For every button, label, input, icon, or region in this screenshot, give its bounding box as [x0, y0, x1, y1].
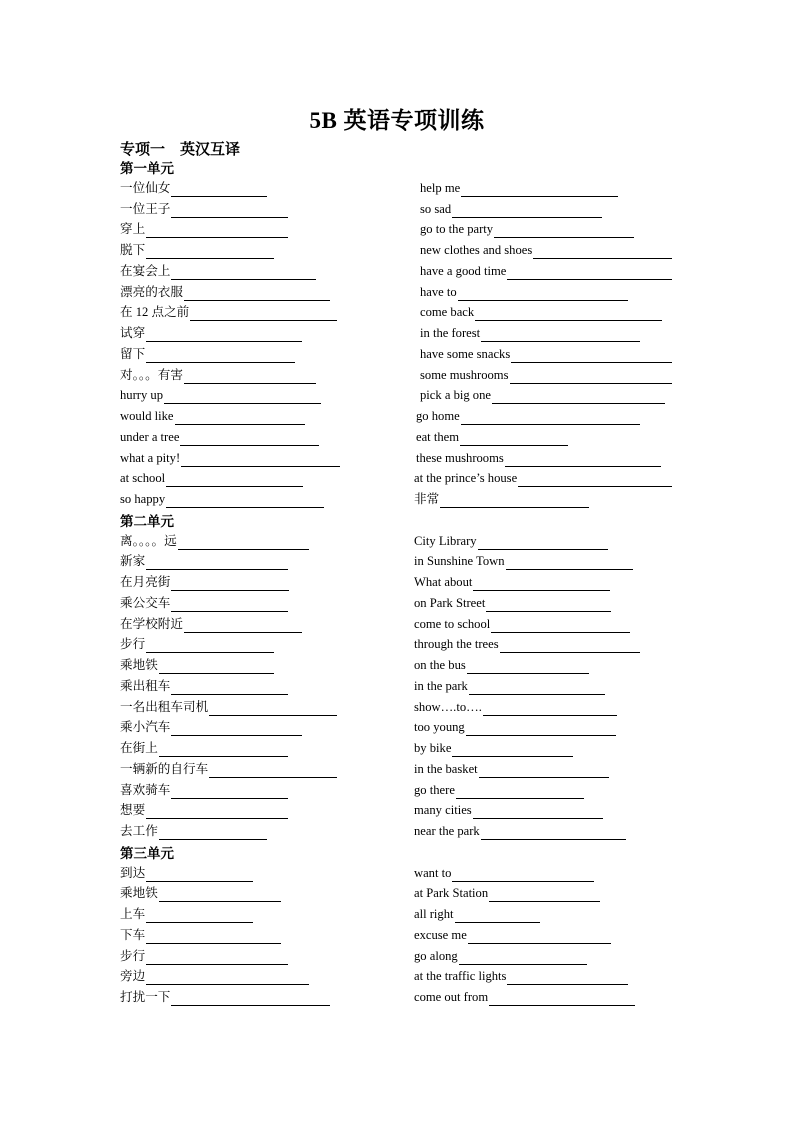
exercise-row	[120, 968, 680, 989]
exercise-row	[120, 802, 680, 823]
answer-blank[interactable]	[494, 222, 634, 238]
exercise-row	[120, 574, 680, 595]
prompt-text-right: pick a big one	[420, 388, 491, 403]
prompt-text-left: 对。。。有害	[120, 367, 183, 382]
answer-blank[interactable]	[460, 430, 568, 446]
prompt-text-right: new clothes and shoes	[420, 243, 533, 257]
answer-blank[interactable]	[500, 637, 640, 653]
right-item	[414, 678, 605, 695]
left-item	[120, 408, 305, 425]
left-item	[120, 284, 330, 301]
exercise-row	[120, 429, 680, 450]
right-item	[414, 802, 603, 819]
right-item	[414, 616, 630, 633]
answer-blank[interactable]	[181, 451, 340, 467]
right-item	[414, 761, 609, 778]
exercise-row	[120, 221, 680, 242]
prompt-text-left: 一名出租车司机	[120, 699, 209, 714]
answer-blank[interactable]	[190, 305, 337, 321]
answer-blank[interactable]	[184, 368, 316, 384]
prompt-text-left: 离。。。。远	[120, 533, 177, 548]
prompt-text-right: show….to….	[414, 699, 482, 714]
answer-blank[interactable]	[146, 803, 288, 819]
prompt-text-right: have a good time	[420, 263, 507, 278]
right-item	[414, 823, 626, 840]
prompt-text-right: have some snacks	[420, 346, 511, 361]
exercise-row	[120, 470, 680, 491]
prompt-text-right: come back	[420, 305, 475, 320]
prompt-text-left: so happy	[120, 492, 166, 506]
exercise-row	[120, 678, 680, 699]
prompt-text-left: 脱下	[120, 243, 146, 257]
exercise-row	[120, 553, 680, 574]
prompt-text-left: 在街上	[120, 741, 158, 755]
prompt-text-left: 喜欢骑车	[120, 782, 171, 797]
prompt-text-right: these mushrooms	[416, 450, 504, 465]
prompt-text-right: too young	[414, 720, 465, 735]
left-item	[120, 491, 324, 508]
answer-blank[interactable]	[533, 243, 672, 259]
prompt-text-right: on the bus	[414, 658, 466, 672]
right-item	[420, 180, 618, 197]
prompt-text-right: come to school	[414, 616, 491, 631]
left-item	[120, 574, 289, 591]
answer-blank[interactable]	[171, 596, 288, 612]
left-item	[120, 678, 288, 695]
answer-blank[interactable]	[146, 326, 302, 342]
prompt-text-right: come out from	[414, 990, 489, 1004]
right-item	[414, 865, 594, 882]
answer-blank[interactable]	[483, 700, 617, 716]
right-item	[414, 968, 628, 985]
answer-blank[interactable]	[452, 866, 594, 882]
prompt-text-right: many cities	[414, 803, 472, 818]
answer-blank[interactable]	[146, 969, 309, 985]
prompt-text-right: go along	[414, 948, 458, 963]
exercise-list	[120, 159, 680, 1010]
exercise-row	[120, 346, 680, 367]
left-item	[120, 719, 302, 736]
left-item	[120, 304, 337, 321]
right-item	[414, 906, 540, 923]
exercise-row	[120, 325, 680, 346]
exercise-row	[120, 616, 680, 637]
prompt-text-right: at Park Station	[414, 886, 489, 901]
left-item	[120, 325, 302, 342]
exercise-row	[120, 408, 680, 429]
left-item	[120, 470, 303, 487]
answer-blank[interactable]	[159, 658, 274, 674]
prompt-text-right: What about	[414, 575, 473, 589]
prompt-text-right: in the park	[414, 678, 468, 693]
prompt-text-right: through the trees	[414, 637, 499, 652]
answer-blank[interactable]	[146, 866, 253, 882]
answer-blank[interactable]	[459, 949, 587, 965]
exercise-row	[120, 948, 680, 969]
exercise-row	[120, 885, 680, 906]
answer-blank[interactable]	[507, 264, 672, 280]
answer-blank[interactable]	[159, 886, 281, 902]
answer-blank[interactable]	[178, 534, 309, 550]
section-heading: 专项一 英汉互译	[120, 142, 241, 158]
answer-blank[interactable]	[171, 720, 302, 736]
answer-blank[interactable]	[171, 679, 288, 695]
prompt-text-right: go there	[414, 782, 455, 797]
answer-blank[interactable]	[489, 990, 635, 1006]
prompt-text-left: 到达	[120, 865, 146, 880]
left-item	[120, 782, 288, 799]
prompt-text-right: in the forest	[420, 326, 481, 340]
exercise-row	[120, 284, 680, 305]
prompt-text-left: 留下	[120, 346, 146, 361]
prompt-text-left: 在宴会上	[120, 263, 171, 278]
exercise-row	[120, 740, 680, 761]
right-item	[414, 740, 573, 757]
right-item	[420, 304, 662, 321]
right-item	[420, 242, 672, 259]
right-item	[416, 408, 640, 425]
answer-blank[interactable]	[478, 534, 608, 550]
prompt-text-left: 漂亮的衣服	[120, 284, 183, 299]
prompt-text-right: eat them	[416, 429, 460, 444]
answer-blank[interactable]	[166, 471, 303, 487]
left-item	[120, 367, 316, 384]
prompt-text-left: 步行	[120, 948, 146, 963]
prompt-text-left: 试穿	[120, 326, 146, 340]
answer-blank[interactable]	[171, 202, 288, 218]
prompt-text-left: 一位仙女	[120, 180, 171, 195]
exercise-row	[120, 699, 680, 720]
answer-blank[interactable]	[146, 243, 274, 259]
left-item	[120, 553, 288, 570]
answer-blank[interactable]	[506, 554, 633, 570]
answer-blank[interactable]	[171, 575, 289, 591]
exercise-row	[120, 304, 680, 325]
right-item	[414, 553, 633, 570]
prompt-text-left: 步行	[120, 637, 146, 652]
right-item	[414, 533, 608, 550]
exercise-row	[120, 823, 680, 844]
right-item	[416, 429, 568, 446]
left-item	[120, 823, 267, 840]
exercise-row	[120, 657, 680, 678]
right-item	[414, 719, 616, 736]
right-item	[420, 387, 665, 404]
left-item	[120, 595, 288, 612]
answer-blank[interactable]	[518, 471, 672, 487]
prompt-text-left: 下车	[120, 927, 146, 942]
prompt-text-left: 去工作	[120, 824, 158, 838]
prompt-text-left: 在学校附近	[120, 616, 183, 631]
left-item	[120, 989, 330, 1006]
answer-blank[interactable]	[175, 409, 305, 425]
answer-blank[interactable]	[475, 305, 662, 321]
prompt-text-right: City Library	[414, 533, 477, 548]
answer-blank[interactable]	[510, 368, 672, 384]
answer-blank[interactable]	[146, 949, 288, 965]
left-item	[120, 616, 302, 633]
right-item	[420, 201, 602, 218]
answer-blank[interactable]	[184, 617, 302, 633]
prompt-text-left: 乘出租车	[120, 678, 171, 693]
answer-blank[interactable]	[456, 783, 584, 799]
answer-blank[interactable]	[505, 451, 661, 467]
unit-heading: 第二单元	[120, 513, 174, 529]
right-item	[414, 927, 611, 944]
exercise-row	[120, 450, 680, 471]
prompt-text-right: all right	[414, 907, 454, 921]
prompt-text-right: some mushrooms	[420, 367, 509, 382]
right-item	[414, 636, 640, 653]
left-item	[120, 740, 288, 757]
prompt-text-left: would like	[120, 409, 174, 423]
answer-blank[interactable]	[489, 886, 600, 902]
right-item	[414, 595, 611, 612]
exercise-row	[120, 367, 680, 388]
right-item	[416, 450, 661, 467]
prompt-text-left: 在 12 点之前	[120, 305, 190, 320]
exercise-row	[120, 719, 680, 740]
prompt-text-right: go home	[416, 409, 460, 423]
exercise-row	[120, 263, 680, 284]
left-item	[120, 968, 309, 985]
answer-blank[interactable]	[461, 181, 618, 197]
answer-blank[interactable]	[440, 492, 589, 508]
answer-blank[interactable]	[491, 617, 630, 633]
right-item	[420, 221, 634, 238]
left-item	[120, 450, 340, 467]
answer-blank[interactable]	[171, 783, 288, 799]
answer-blank[interactable]	[164, 388, 321, 404]
left-item	[120, 636, 274, 653]
prompt-text-right: have to	[420, 284, 457, 299]
answer-blank[interactable]	[458, 285, 628, 301]
answer-blank[interactable]	[479, 762, 609, 778]
answer-blank[interactable]	[492, 388, 665, 404]
page-title: 5B 英语专项训练	[309, 108, 485, 133]
answer-blank[interactable]	[473, 575, 610, 591]
prompt-text-left: 乘地铁	[120, 658, 158, 672]
exercise-row	[120, 387, 680, 408]
right-item	[414, 782, 584, 799]
left-item	[120, 657, 274, 674]
left-item	[120, 242, 274, 259]
right-item	[420, 367, 672, 384]
answer-blank[interactable]	[455, 907, 540, 923]
answer-blank[interactable]	[171, 264, 316, 280]
answer-blank[interactable]	[146, 637, 274, 653]
answer-blank[interactable]	[159, 824, 267, 840]
exercise-row	[120, 242, 680, 263]
left-item	[120, 180, 267, 197]
right-item	[414, 657, 589, 674]
answer-blank[interactable]	[452, 202, 602, 218]
prompt-text-right: excuse me	[414, 927, 467, 942]
exercise-row	[120, 595, 680, 616]
exercise-row	[120, 865, 680, 886]
left-item	[120, 761, 337, 778]
unit-heading: 第三单元	[120, 845, 174, 861]
exercise-row	[120, 989, 680, 1010]
right-item	[414, 885, 600, 902]
answer-blank[interactable]	[146, 928, 281, 944]
prompt-text-left: under a tree	[120, 429, 180, 444]
left-item	[120, 533, 309, 550]
left-item	[120, 263, 316, 280]
prompt-text-left: at school	[120, 471, 166, 486]
prompt-text-left: 想要	[120, 803, 146, 818]
answer-blank[interactable]	[452, 741, 573, 757]
unit-heading: 第一单元	[120, 161, 174, 176]
left-item	[120, 429, 319, 446]
answer-blank[interactable]	[466, 720, 616, 736]
prompt-text-left: what a pity!	[120, 450, 181, 465]
right-item	[420, 325, 640, 342]
exercise-row	[120, 201, 680, 222]
right-item	[420, 284, 628, 301]
prompt-text-left: 穿上	[120, 222, 146, 237]
right-item	[414, 948, 587, 965]
answer-blank[interactable]	[209, 762, 337, 778]
left-item	[120, 221, 288, 238]
right-item	[414, 470, 672, 487]
right-item	[420, 346, 672, 363]
prompt-text-right: want to	[414, 865, 452, 880]
left-item	[120, 699, 337, 716]
prompt-text-right: so sad	[420, 201, 452, 216]
answer-blank[interactable]	[146, 554, 288, 570]
answer-blank[interactable]	[209, 700, 337, 716]
answer-blank[interactable]	[180, 430, 319, 446]
prompt-text-right: in the basket	[414, 761, 478, 776]
prompt-text-right: help me	[420, 180, 461, 195]
right-item	[414, 699, 617, 716]
exercise-row	[120, 761, 680, 782]
exercise-row	[120, 906, 680, 927]
answer-blank[interactable]	[159, 741, 288, 757]
prompt-text-left: 乘地铁	[120, 886, 158, 901]
right-item	[414, 989, 635, 1006]
answer-blank[interactable]	[467, 658, 589, 674]
prompt-text-left: 乘小汽车	[120, 720, 171, 735]
prompt-text-left: 一辆新的自行车	[120, 761, 209, 776]
prompt-text-left: 在月亮街	[120, 575, 171, 589]
prompt-text-left: 新家	[120, 554, 146, 569]
answer-blank[interactable]	[461, 409, 640, 425]
exercise-row	[120, 636, 680, 657]
left-item	[120, 802, 288, 819]
left-item	[120, 906, 253, 923]
answer-blank[interactable]	[146, 347, 295, 363]
left-item	[120, 948, 288, 965]
prompt-text-right: by bike	[414, 741, 452, 755]
right-item	[414, 491, 589, 508]
prompt-text-right: go to the party	[420, 222, 494, 237]
prompt-text-left: 一位王子	[120, 201, 171, 216]
answer-blank[interactable]	[146, 222, 288, 238]
left-item	[120, 387, 321, 404]
left-item	[120, 346, 295, 363]
prompt-text-left: 打扰一下	[120, 990, 171, 1004]
answer-blank[interactable]	[481, 824, 626, 840]
answer-blank[interactable]	[469, 679, 605, 695]
left-item	[120, 885, 281, 902]
prompt-text-left: 上车	[120, 907, 146, 921]
exercise-row	[120, 533, 680, 554]
answer-blank[interactable]	[481, 326, 640, 342]
right-item	[420, 263, 672, 280]
exercise-row	[120, 180, 680, 201]
answer-blank[interactable]	[511, 347, 672, 363]
answer-blank[interactable]	[166, 492, 324, 508]
prompt-text-right: in Sunshine Town	[414, 554, 505, 569]
answer-blank[interactable]	[184, 285, 330, 301]
exercise-row	[120, 491, 680, 512]
prompt-text-left: 旁边	[120, 969, 146, 984]
prompt-text-right: near the park	[414, 824, 480, 838]
left-item	[120, 201, 288, 218]
right-item	[414, 574, 610, 591]
answer-blank[interactable]	[486, 596, 611, 612]
answer-blank[interactable]	[171, 990, 330, 1006]
prompt-text-right: on Park Street	[414, 595, 486, 610]
prompt-text-right: 非常	[414, 492, 440, 506]
answer-blank[interactable]	[507, 969, 628, 985]
prompt-text-left: hurry up	[120, 388, 164, 403]
answer-blank[interactable]	[473, 803, 603, 819]
exercise-row	[120, 782, 680, 803]
exercise-row	[120, 927, 680, 948]
prompt-text-right: at the traffic lights	[414, 969, 507, 984]
prompt-text-right: at the prince’s house	[414, 471, 518, 486]
prompt-text-left: 乘公交车	[120, 595, 171, 610]
left-item	[120, 865, 253, 882]
answer-blank[interactable]	[468, 928, 611, 944]
left-item	[120, 927, 281, 944]
answer-blank[interactable]	[171, 181, 267, 197]
answer-blank[interactable]	[146, 907, 253, 923]
